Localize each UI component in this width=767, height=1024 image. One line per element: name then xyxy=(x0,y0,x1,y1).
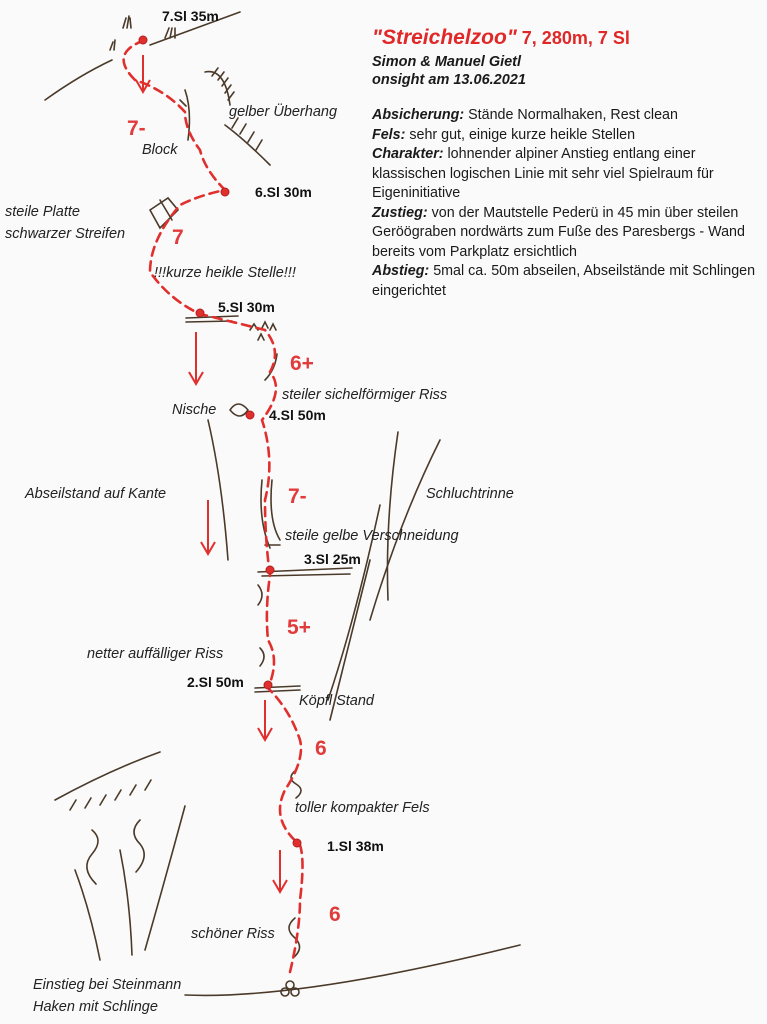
fact-zustieg: Zustieg: von der Mautstelle Pederü in 45 min über steilen Geröögraben nordwärts zum Fuße des Paresbergs - Wand bereits vom Parkplatz ersichtlich xyxy=(372,204,745,260)
fact-charakter: Charakter: lohnender alpiner Anstieg entlang einer klassischen logischen Linie mit sehr viel Spielraum für Eigeninitiative xyxy=(372,146,714,201)
rappel-arrow-5 xyxy=(189,332,203,384)
label-abseilstand: Abseilstand auf Kante xyxy=(25,486,167,502)
label-gelber-ueberhang: gelber Überhang xyxy=(229,104,338,120)
crack-lower-5 xyxy=(120,850,132,955)
grade-pitch-6: 7 xyxy=(172,226,184,249)
s-crack-upper xyxy=(291,770,301,798)
belay-marker-3 xyxy=(266,566,274,574)
label-haken: Haken mit Schlinge xyxy=(33,999,158,1015)
label-netter-riss: netter auffälliger Riss xyxy=(87,646,224,662)
niche xyxy=(230,404,248,416)
belay-marker-7 xyxy=(139,36,147,44)
ledge-2 xyxy=(255,686,300,692)
crack-lower-3 xyxy=(145,806,185,950)
lower-ridge xyxy=(55,752,160,800)
belay-marker-4 xyxy=(246,411,254,419)
grass-tuft-1 xyxy=(123,16,131,28)
label-koepfl: Köpfl Stand xyxy=(299,693,374,709)
label-verschneidung: steile gelbe Verschneidung xyxy=(285,528,459,544)
belay-label-7: 7.Sl 35m xyxy=(162,8,219,24)
belay-label-4: 4.Sl 50m xyxy=(269,407,326,423)
grade-pitch-5: 6+ xyxy=(290,352,314,375)
belay-marker-1 xyxy=(293,839,301,847)
belay-marker-6 xyxy=(221,188,229,196)
overhang-hatch-2 xyxy=(225,118,270,165)
fact-fels: Fels: sehr gut, einige kurze heikle Stellen xyxy=(372,126,636,143)
crack-b xyxy=(260,648,264,666)
onsight-date: onsight am 13.06.2021 xyxy=(372,72,526,88)
fact-absicherung: Absicherung: Stände Normalhaken, Rest clean xyxy=(372,107,678,123)
rappel-arrow-2 xyxy=(258,700,272,740)
grass-tuft-2 xyxy=(110,40,115,50)
route-meta: 7, 280m, 7 Sl xyxy=(521,28,630,48)
label-toller-fels: toller kompakter Fels xyxy=(295,800,430,816)
label-block: Block xyxy=(142,142,178,158)
belay-label-1: 1.Sl 38m xyxy=(327,838,384,854)
label-steile-platte: steile Platte xyxy=(5,204,80,220)
grade-pitch-1: 6 xyxy=(329,903,341,926)
belay-label-6: 6.Sl 30m xyxy=(255,184,312,200)
dihedral xyxy=(261,480,280,548)
roof-marks xyxy=(250,322,276,340)
overhang-hatch xyxy=(205,68,234,105)
wall-line-left xyxy=(208,420,228,560)
label-einstieg: Einstieg bei Steinmann xyxy=(33,977,182,993)
crack-lower-2 xyxy=(134,820,144,872)
grade-pitch-4: 7- xyxy=(288,485,307,508)
route-facts xyxy=(372,106,764,301)
belay-label-5: 5.Sl 30m xyxy=(218,299,275,315)
label-nische: Nische xyxy=(172,402,217,418)
lower-hatch xyxy=(70,780,151,810)
belay-marker-2 xyxy=(264,681,272,689)
crack-lower-1 xyxy=(87,830,98,884)
belay-label-3: 3.Sl 25m xyxy=(304,551,361,567)
first-ascensionists: Simon & Manuel Gietl xyxy=(372,54,522,70)
rappel-arrow-kante xyxy=(201,500,215,554)
label-sichelriss: steiler sichelförmiger Riss xyxy=(282,387,448,403)
label-schoener-riss: schöner Riss xyxy=(191,926,275,942)
label-schwarzer-streifen: schwarzer Streifen xyxy=(5,226,126,242)
fact-abstieg: Abstieg: 5mal ca. 50m abseilen, Abseilstände mit Schlingen eingerichtet xyxy=(372,263,756,299)
belay-label-2: 2.Sl 50m xyxy=(187,674,244,690)
info-panel xyxy=(372,26,764,301)
belay-marker-5 xyxy=(196,309,204,317)
grade-pitch-3: 5+ xyxy=(287,616,311,639)
crack-a xyxy=(258,585,262,605)
rappel-arrow-1 xyxy=(273,850,287,892)
route-name: "Streichelzoo" xyxy=(372,26,517,49)
ridge-left xyxy=(45,60,112,100)
label-schluchtrinne: Schluchtrinne xyxy=(426,486,514,502)
route-title xyxy=(372,26,764,50)
block-lines xyxy=(180,90,189,140)
grade-pitch-7: 7- xyxy=(127,117,146,140)
gully-line-1 xyxy=(387,432,398,600)
ground-line xyxy=(185,945,520,995)
grade-pitch-2: 6 xyxy=(315,737,327,760)
rappel-arrows xyxy=(136,55,287,892)
label-heikle-stelle: !!!kurze heikle Stelle!!! xyxy=(154,265,296,281)
route-line xyxy=(124,42,303,972)
